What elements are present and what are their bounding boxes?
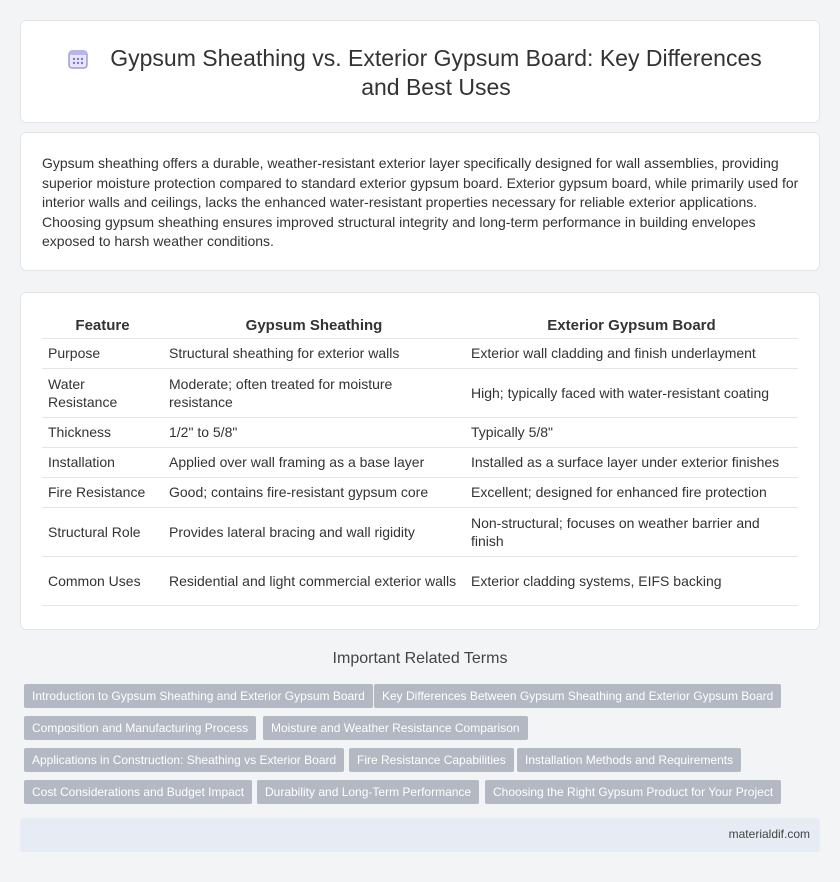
table-row bbox=[42, 368, 798, 417]
cell-exterior-gypsum-board: Excellent; designed for enhanced fire protection bbox=[465, 477, 798, 507]
page-title: Gypsum Sheathing vs. Exterior Gypsum Board: Key Differences and Best Uses bbox=[110, 45, 762, 100]
cell-exterior-gypsum-board: Typically 5/8" bbox=[465, 417, 798, 447]
cell-feature: Structural Role bbox=[42, 507, 163, 556]
related-term-tag[interactable]: Fire Resistance Capabilities bbox=[349, 748, 514, 772]
cell-feature: Installation bbox=[42, 447, 163, 477]
related-term-tag[interactable]: Moisture and Weather Resistance Comparison bbox=[263, 716, 528, 740]
related-terms-title: Important Related Terms bbox=[332, 650, 508, 667]
intro-paragraph: Gypsum sheathing offers a durable, weather-resistant exterior layer specifically designed for wall assemblies, providing superior moisture protection compared to standard exterior gypsum board. Exterior gypsum board, while primarily used for interior walls and ceilings, lacks the enhanced water-resistant properties necessary for reliable exterior applications. Choosing gypsum sheathing ensures improved structural integrity and long-term performance in building envelopes exposed to harsh weather conditions. bbox=[42, 155, 799, 249]
cell-feature: Water Resistance bbox=[42, 368, 163, 417]
cell-gypsum-sheathing: Provides lateral bracing and wall rigidity bbox=[163, 507, 465, 556]
header-gypsum-sheathing: Gypsum Sheathing bbox=[163, 316, 465, 338]
cell-exterior-gypsum-board: High; typically faced with water-resistant coating bbox=[465, 368, 798, 417]
cell-feature: Fire Resistance bbox=[42, 477, 163, 507]
related-term-tag[interactable]: Choosing the Right Gypsum Product for Your Project bbox=[485, 780, 781, 804]
related-term-tag[interactable]: Installation Methods and Requirements bbox=[517, 748, 741, 772]
cell-gypsum-sheathing: Good; contains fire-resistant gypsum core bbox=[163, 477, 465, 507]
cell-gypsum-sheathing: 1/2" to 5/8" bbox=[163, 417, 465, 447]
cell-exterior-gypsum-board: Installed as a surface layer under exterior finishes bbox=[465, 447, 798, 477]
table-row bbox=[42, 447, 798, 477]
cell-exterior-gypsum-board: Exterior wall cladding and finish underlayment bbox=[465, 338, 798, 368]
related-term-tag[interactable]: Key Differences Between Gypsum Sheathing and Exterior Gypsum Board bbox=[374, 684, 781, 708]
related-term-tag[interactable]: Composition and Manufacturing Process bbox=[24, 716, 256, 740]
header-card bbox=[20, 20, 820, 123]
cell-feature: Purpose bbox=[42, 338, 163, 368]
table-row bbox=[42, 417, 798, 447]
header-exterior-gypsum-board: Exterior Gypsum Board bbox=[465, 316, 798, 338]
cell-gypsum-sheathing: Applied over wall framing as a base layer bbox=[163, 447, 465, 477]
cell-feature: Common Uses bbox=[42, 556, 163, 605]
cell-exterior-gypsum-board: Non-structural; focuses on weather barrier and finish bbox=[465, 507, 798, 556]
related-term-tag[interactable]: Applications in Construction: Sheathing vs Exterior Board bbox=[24, 748, 344, 772]
related-term-tag[interactable]: Durability and Long-Term Performance bbox=[257, 780, 479, 804]
related-term-tag[interactable]: Cost Considerations and Budget Impact bbox=[24, 780, 252, 804]
cell-gypsum-sheathing: Moderate; often treated for moisture resistance bbox=[163, 368, 465, 417]
header-feature: Feature bbox=[42, 316, 163, 338]
cell-feature: Thickness bbox=[42, 417, 163, 447]
cell-exterior-gypsum-board: Exterior cladding systems, EIFS backing bbox=[465, 556, 798, 605]
table-row bbox=[42, 477, 798, 507]
table-header-row bbox=[42, 316, 798, 338]
cell-gypsum-sheathing: Structural sheathing for exterior walls bbox=[163, 338, 465, 368]
comparison-card bbox=[20, 292, 820, 630]
table-row bbox=[42, 338, 798, 368]
footer-bar bbox=[20, 818, 820, 852]
intro-card bbox=[20, 132, 820, 271]
cell-gypsum-sheathing: Residential and light commercial exterior walls bbox=[163, 556, 465, 605]
footer-site-link[interactable]: materialdif.com bbox=[728, 827, 810, 841]
table-row bbox=[42, 556, 798, 605]
table-row bbox=[42, 507, 798, 556]
related-term-tag[interactable]: Introduction to Gypsum Sheathing and Exterior Gypsum Board bbox=[24, 684, 373, 708]
comparison-table bbox=[42, 316, 798, 606]
